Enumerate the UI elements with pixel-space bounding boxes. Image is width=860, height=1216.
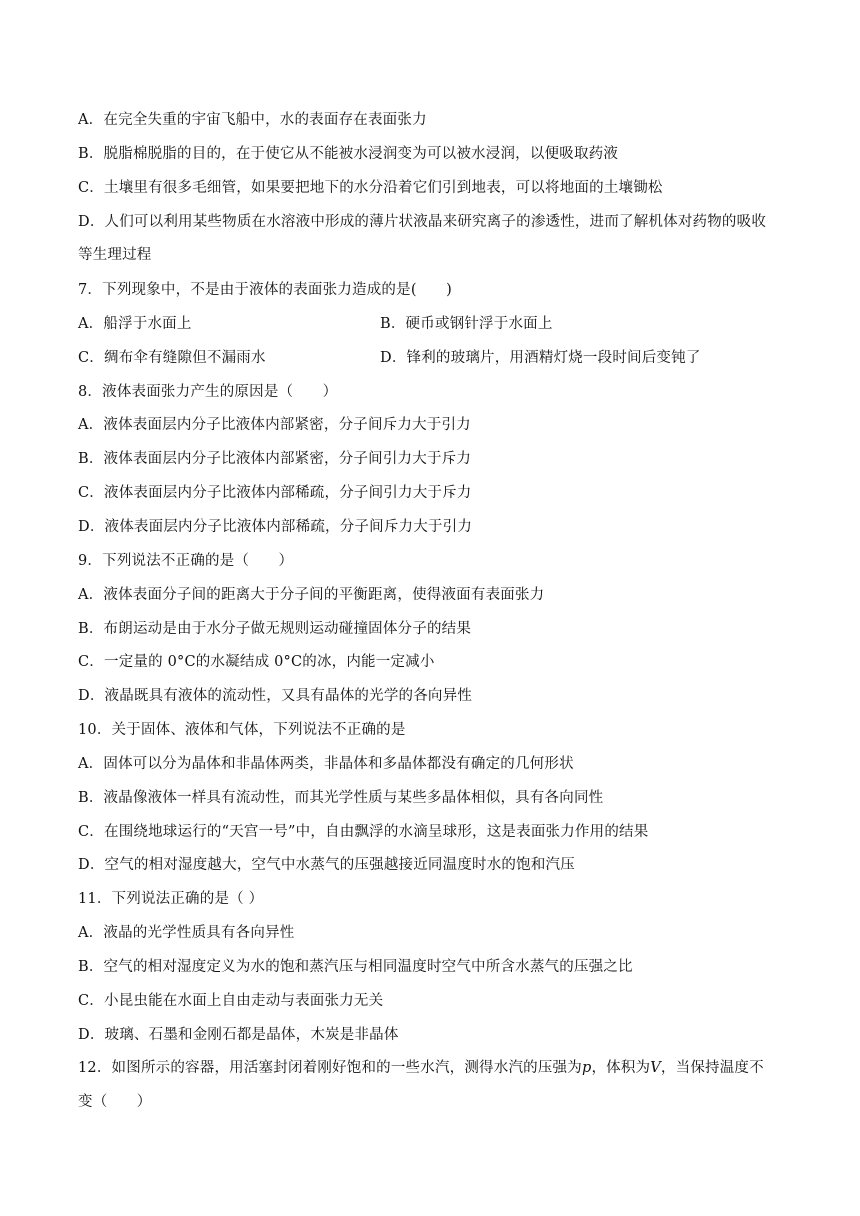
- q9-option-a: A．液体表面分子间的距离大于分子间的平衡距离，使得液面有表面张力: [78, 587, 545, 603]
- q12-stem-line2: 变（ ）: [78, 1094, 152, 1110]
- q10-stem: 10．关于固体、液体和气体，下列说法不正确的是: [78, 722, 406, 738]
- q12-variable-v: V: [650, 1060, 661, 1076]
- q10-option-c: C．在围绕地球运行的“天宫一号”中，自由飘浮的水滴呈球形，这是表面张力作用的结果: [78, 824, 649, 840]
- q8-stem: 8．液体表面张力产生的原因是（ ）: [78, 384, 338, 400]
- q7-stem: 7．下列现象中，不是由于液体的表面张力造成的是( ): [78, 282, 452, 298]
- q11-option-c: C．小昆虫能在水面上自由走动与表面张力无关: [78, 993, 384, 1009]
- q11-option-b: B．空气的相对湿度定义为水的饱和蒸汽压与相同温度时空气中所含水蒸气的压强之比: [78, 959, 633, 975]
- q10-option-b: B．液晶像液体一样具有流动性，而其光学性质与某些多晶体相似，具有各向同性: [78, 790, 604, 806]
- q11-option-a: A．液晶的光学性质具有各向异性: [78, 925, 295, 941]
- q9-option-c: C．一定量的 0°C的水凝结成 0°C的冰，内能一定减小: [78, 654, 435, 670]
- q8-option-d: D．液体表面层内分子比液体内部稀疏，分子间斥力大于引力: [78, 519, 473, 535]
- q7-option-b: B．硬币或钢针浮于水面上: [380, 316, 553, 332]
- q6-option-b: B．脱脂棉脱脂的目的，在于使它从不能被水浸润变为可以被水浸润，以便吸取药液: [78, 146, 619, 162]
- q8-option-c: C．液体表面层内分子比液体内部稀疏，分子间引力大于斥力: [78, 485, 472, 501]
- q7-option-a: A．船浮于水面上: [78, 316, 192, 332]
- q8-option-a: A．液体表面层内分子比液体内部紧密，分子间斥力大于引力: [78, 417, 471, 433]
- q9-option-b: B．布朗运动是由于水分子做无规则运动碰撞固体分子的结果: [78, 621, 472, 637]
- q6-option-a: A．在完全失重的宇宙飞船中，水的表面存在表面张力: [78, 112, 427, 128]
- q11-stem: 11．下列说法正确的是（ ）: [78, 891, 264, 907]
- q12-stem-part-a: 12．如图所示的容器，用活塞封闭着刚好饱和的一些水汽，测得水汽的压强为: [78, 1060, 582, 1076]
- q6-option-c: C．土壤里有很多毛细管，如果要把地下的水分沿着它们引到地表，可以将地面的土壤锄松: [78, 180, 663, 196]
- q7-option-c: C．绸布伞有缝隙但不漏雨水: [78, 350, 266, 366]
- q8-option-b: B．液体表面层内分子比液体内部紧密，分子间引力大于斥力: [78, 451, 472, 467]
- q12-stem-part-c: ，当保持温度不: [660, 1060, 764, 1076]
- q6-option-d-line1: D．人们可以利用某些物质在水溶液中形成的薄片状液晶来研究离子的渗透性，进而了解机体对药物的吸收: [78, 214, 767, 230]
- q11-option-d: D．玻璃、石墨和金刚石都是晶体，木炭是非晶体: [78, 1027, 399, 1043]
- q10-option-a: A．固体可以分为晶体和非晶体两类，非晶体和多晶体都没有确定的几何形状: [78, 756, 574, 772]
- q10-option-d: D．空气的相对湿度越大，空气中水蒸气的压强越接近同温度时水的饱和汽压: [78, 857, 575, 873]
- q12-stem-part-b: ，体积为: [591, 1060, 651, 1076]
- q12-variable-p: p: [581, 1060, 592, 1076]
- q7-option-d: D．锋利的玻璃片，用酒精灯烧一段时间后变钝了: [380, 350, 701, 366]
- q9-stem: 9．下列说法不正确的是（ ）: [78, 553, 294, 569]
- q9-option-d: D．液晶既具有液体的流动性，又具有晶体的光学的各向异性: [78, 688, 473, 704]
- q6-option-d-line2: 等生理过程: [78, 247, 152, 263]
- q12-stem-line1: [78, 1058, 764, 1078]
